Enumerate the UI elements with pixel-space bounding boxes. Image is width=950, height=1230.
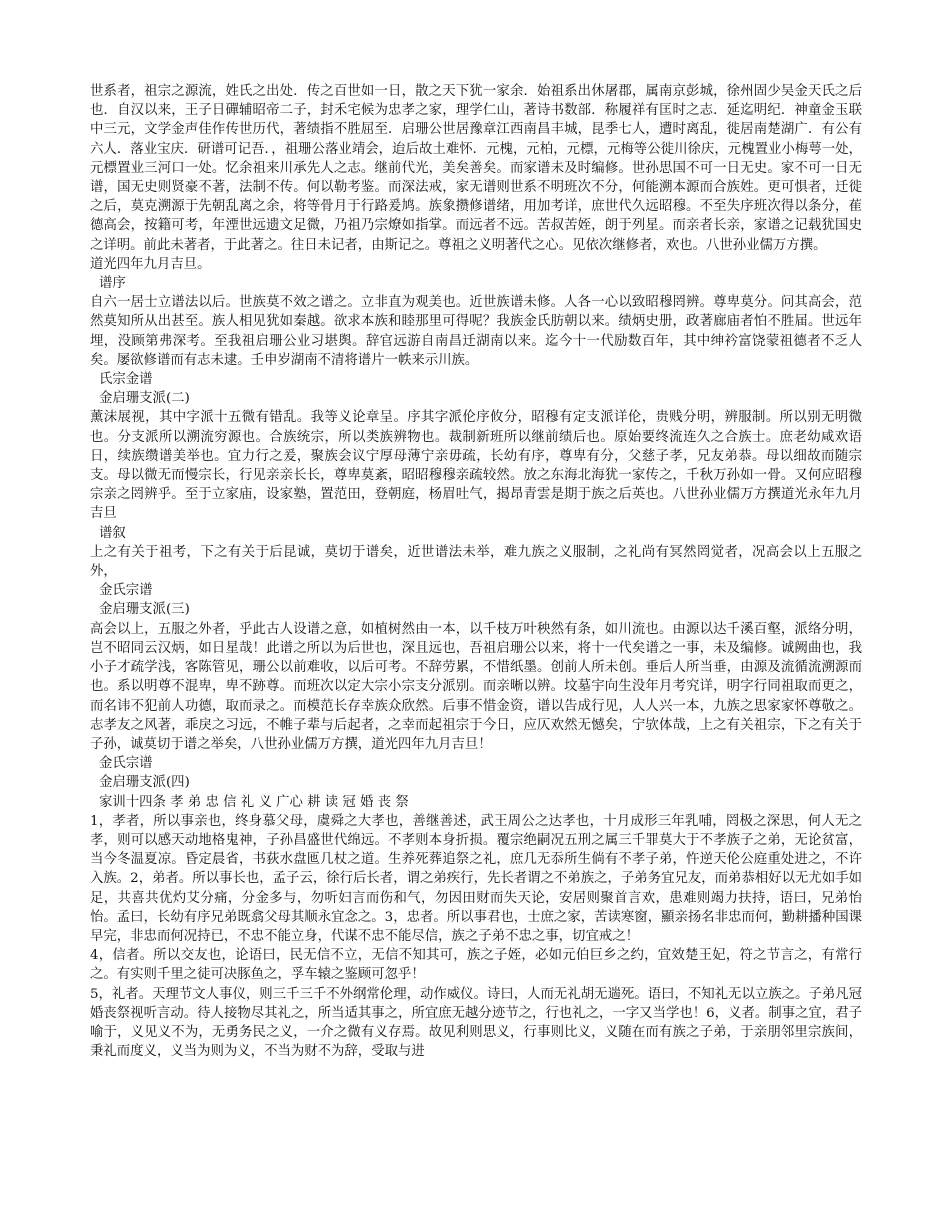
heading-clan-genealogy: 氏宗金谱 xyxy=(99,372,153,388)
paragraph-genealogy-narrative: 上之有关于祖考，下之有关于后昆诚，莫切于谱矣，近世谱法未举，难九族之义服制，之礼尚有冥然罔觉者，况高会以上五服之外， xyxy=(90,544,862,580)
paragraph-preface: 世系者，祖宗之源流，姓氏之出处．传之百世如一日，散之天下犹一家余．始祖系出休屠郡，属南京彭城，徐州固少吴金天氏之后也．自汉以来，王子日磾辅昭帝二子，封禾宅候为忠孝之家，理学仁山，著诗书数部．称履祥有匡时之志．延迄明纪．神童金玉联中三元，文学金声佳作传世历代，著绩指不胜屈至．启珊公世居豫章江西南昌丰城，昆季七人，遭时离乱，徙居南楚湖广．有公有六人．落业宝庆．研谱可记吾．，祖珊公落业靖会，迨后故土难怀．元槐，元柏，元標，元梅等公徙川徐庆，元槐置业小梅萼一处，元標置业三河口一处。忆余祖来川承先人之志。继前代光，美矣善矣。而家谱未及时编修。世孙思国不可一日无史。家不可一日无谱，国无史则贤豪不著，法制不传。何以勒考鉴。而深法戒，家无谱则世系不明班次不分，何能溯本源而合族姓。更可惧者，迁徙之后，莫克溯源于先朝乱离之余，将等骨月于行路爰鸠。族象攒修谱绪，用加考详，庶世代久远昭穆。不至失序班次得以条分，萑德高会，按籍可考，年湮世远遗文足微，乃祖乃宗燎如指掌。而远者不远。苦叔苦姪，朗于列星。而亲者长亲，家谱之记载犹国史之详明。前此未著者，于此著之。往日未记者，由斯记之。尊祖之义明著代之心。见依次继修者，欢也。八世孙业儒万方撰。 xyxy=(90,84,862,253)
heading-jin-clan-genealogy: 金氏宗谱 xyxy=(99,583,153,599)
paragraph-precepts-1-3: 1，孝者，所以事亲也，终身慕父母，虞舜之大孝也，善继善述，武王周公之达孝也，十月成形三年乳哺，罔极之深思，何人无之孝，则可以感天动地格鬼神，子孙昌盛世代绵远。不孝则本身折损。覆宗绝嗣况五刑之属三千罪莫大于不孝族子之弟，无论贫富，当今冬温夏凉。昏定晨省，书荻水盘匜几杖之道。生养死葬追祭之礼，庶几无忝所生倘有不孝子弟，忤逆天伦公庭重处进之，不许入族。2，弟者。所以事长也，孟子云，徐行后长者，谓之弟疾行，先长者谓之不弟族之，子弟务宜兄友，而弟恭相好以无尤如手如足，共喜共优灼艾分痛，分金多与，勿听妇言而伤和气，勿因田财而失天论，安居则聚首言欢，患难则竭力扶持，语曰，兄弟怡怡。孟曰，长幼有序兄弟既翕父母其顺永宜念之。3，忠者。所以事君也，士庶之家，苦读寒窗，顯亲扬名非忠而何，勤耕播种国课早完，非忠而何况持已，不忠不能立身，代谋不忠不能尽信，族之子弟不忠之事，切宜戒之！ xyxy=(90,813,862,944)
heading-branch-two: 金启珊支派(二) xyxy=(99,391,190,407)
paragraph-branch-three: 高会以上，五服之外者，乎此古人设谱之意，如植树然由一本，以千枝万叶秧然有条，如川流也。由源以达千溪百壑，派络分明，岂不昭同云汉炳，如日星哉！此谱之所以为后世也，深且远也，吾祖启珊公以来，将十一代矣谱之一事，未及编修。诚阙曲也，我小子才疏学浅，客陈管见，珊公以前难收，以后可考。不辞劳累，不惜纸墨。创前人所未创。垂后人所当垂，由源及流循流溯源而也。系以明尊不混卑，卑不跡尊。而班次以定大宗小宗支分派别。而亲晰以辨。坟墓宇向生没年月考究详，明字行同祖取而更之，而名讳不犯前人功德，取而录之。而模范长存幸族众欣然。后事不惜金资，谱以告成行见，人人兴一本，九族之思家家怀尊敬之。志孝友之风著，乖戾之习远，不帷子辈与后起者，之幸而起祖宗于今日，应仄欢然无憾矣，宁欤体哉，上之有关祖宗，下之有关于子孙，诚莫切于谱之举矣，八世孙业儒万方撰，道光四年九月吉旦！ xyxy=(90,621,862,752)
paragraph-precept-4: 4，信者。所以交友也，论语曰，民无信不立，无信不知其可，族之子姪，必如元伯巨乡之约，宜效楚王妃，符之节言之，有常行之。有实则千里之徒可决豚鱼之，孚车辕之鉴顾可忽乎！ xyxy=(90,948,862,983)
paragraph-branch-two: 薰沫展视，其中字派十五微有错乱。我等义论章呈。序其字派伦序攸分，昭穆有定支派详伦，贵贱分明，辨服制。所以别无明微也。分支派所以溯流穷源也。合族统宗，所以类族辨物也。裁制新班所以继前绩后也。原始要终流连久之合族士。庶老幼咸欢语日，续族缵谱美举也。宜力行之爰，聚族会议宁厚母薄宁亲毋疏，长幼有序，尊卑有分，父慈子孝，兄友弟恭。母以细故而随宗支。母以微无而慢宗长，行见亲亲长长，尊卑莫紊，昭昭穆穆亲疏较然。放之东海北海犹一家传之，千秋万孙如一骨。又何应昭穆宗亲之罔辨乎。至于立家庙，设家塾，置范田，登朝庭，杨眉吐气，揭昂青雲是期于族之后英也。八世孙业儒万方撰道光永年九月吉旦 xyxy=(90,410,862,522)
heading-branch-three: 金启珊支派(三) xyxy=(99,602,190,618)
heading-genealogy-narrative: 谱叙 xyxy=(99,525,126,541)
heading-genealogy-preface: 谱序 xyxy=(99,276,126,292)
paragraph-precepts-5-6: 5，礼者。天理节文人事仪，则三千三千不外纲常伦理，动作威仪。诗曰，人而无礼胡无遄死。语曰，不知礼无以立族之。子弟凡冠婚丧祭视听言动。待人接物尽其礼之，所当适其事之，所宜庶无越分迹节之，行也礼之，一字又当学也！6，义者。制事之宜，君子喻于，义见义不为，无勇务民之义，一介之微有义存焉。故见利则思义，行事则比义，义随在而有族之子弟，于亲朋邻里宗族间，秉礼而度义，义当为则为义，不当为财不为辞，受取与进 xyxy=(90,986,862,1060)
heading-branch-four: 金启珊支派(四) xyxy=(99,775,190,791)
paragraph-genealogy-preface: 自六一居士立谱法以后。世族莫不效之谱之。立非直为观美也。近世族谱未修。人各一心以致昭穆罔辨。尊卑莫分。问其高会，范然莫知所从出甚至。族人相见犹如秦越。欲求本族和睦那里可得呢？我族金氏肪朝以来。绩炳史册，政著廊庙者怕不胜届。世远年埋，没顾第弗深考。至我祖启珊公业习堪舆。辞官远游自南昌迁湖南以来。迄今十一代励数百年，其中绅衿富饶蒙祖德者不乏人矣。屡欲修谱而有志未逮。壬申岁湖南不清将谱片一帙来示川族。 xyxy=(90,295,862,368)
date-line: 道光四年九月吉旦。 xyxy=(90,256,211,272)
heading-family-precepts: 家训十四条 孝 弟 忠 信 礼 义 广心 耕 读 冠 婚 丧 祭 xyxy=(99,794,409,810)
heading-jin-clan-genealogy-2: 金氏宗谱 xyxy=(99,756,153,772)
document-body xyxy=(90,82,862,1061)
